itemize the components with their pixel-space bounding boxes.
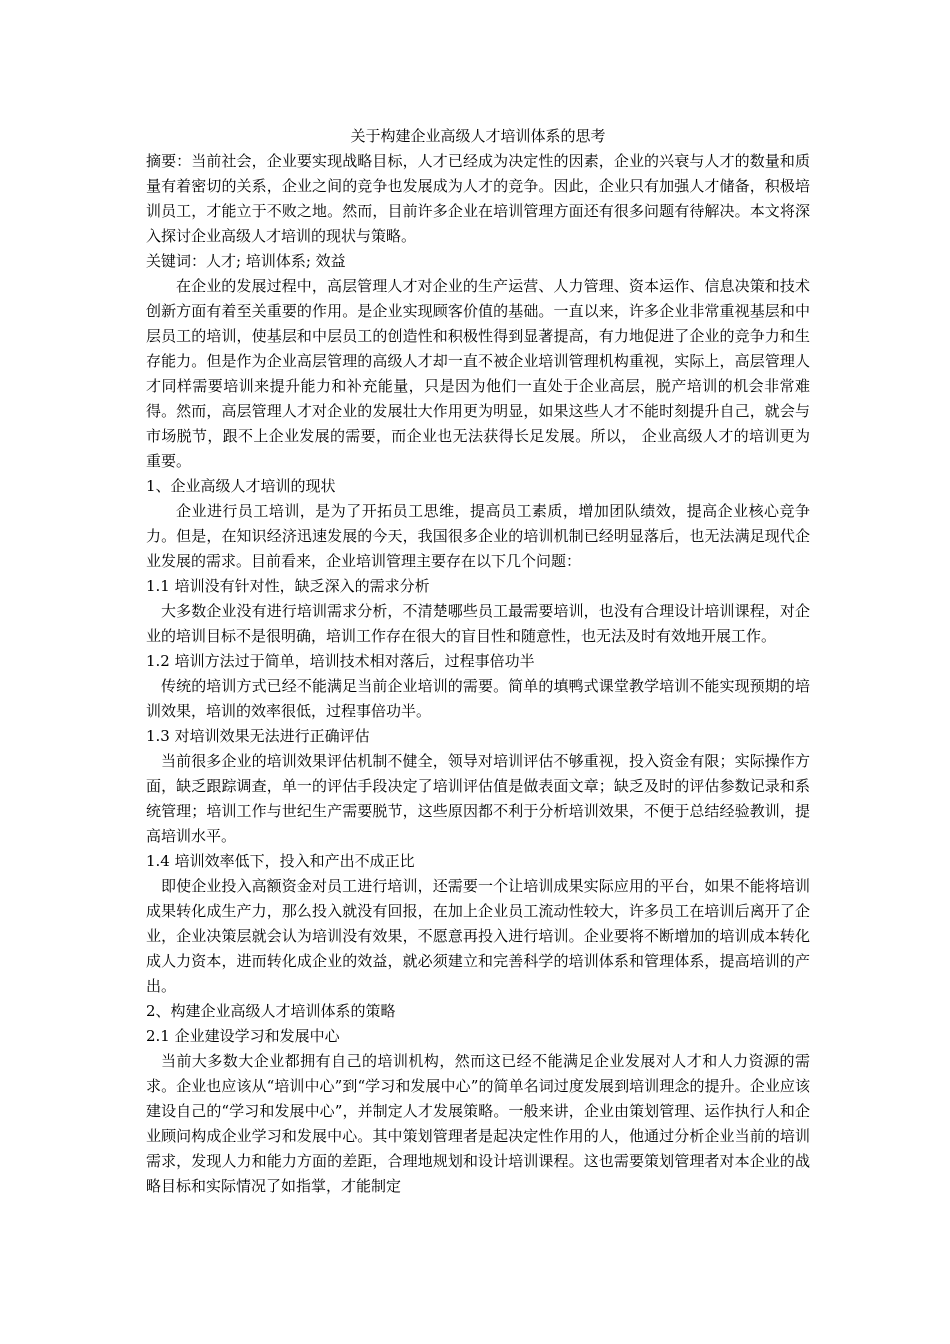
- section-1-4-heading: 1.4 培训效率低下，投入和产出不成正比: [146, 852, 415, 870]
- section-1-1-heading: 1.1 培训没有针对性，缺乏深入的需求分析: [146, 577, 430, 595]
- section-1-4-paragraph: 即使企业投入高额资金对员工进行培训，还需要一个让培训成果实际应用的平台，如果不能将培训成果转化成生产力，那么投入就没有回报，在加上企业员工流动性较大，许多员工在培训后离开了企业，企业决策层就会认为培训没有效果，不愿意再投入进行培训。企业要将不断增加的培训成本转化成人力资本，进而转化成企业的效益，就必须建立和完善科学的培训体系和管理体系，提高培训的产出。: [146, 877, 810, 995]
- section-1-1-paragraph: 大多数企业没有进行培训需求分析，不清楚哪些员工最需要培训，也没有合理设计培训课程，对企业的培训目标不是很明确，培训工作存在很大的盲目性和随意性，也无法及时有效地开展工作。: [146, 602, 810, 645]
- keywords: 关键词：人才; 培训体系; 效益: [146, 252, 346, 270]
- abstract: 摘要：当前社会，企业要实现战略目标，人才已经成为决定性的因素，企业的兴衰与人才的数量和质量有着密切的关系，企业之间的竞争也发展成为人才的竞争。因此，企业只有加强人才储备，积极培训员工，才能立于不败之地。然而，目前许多企业在培训管理方面还有很多问题有待解决。本文将深入探讨企业高级人才培训的现状与策略。: [146, 152, 810, 245]
- section-2-1-heading: 2.1 企业建设学习和发展中心: [146, 1027, 340, 1045]
- section-1-3-paragraph: 当前很多企业的培训效果评估机制不健全，领导对培训评估不够重视，投入资金有限；实际操作方面，缺乏跟踪调查，单一的评估手段决定了培训评估值是做表面文章；缺乏及时的评估参数记录和系统管理；培训工作与世纪生产需要脱节，这些原因都不利于分析培训效果，不便于总结经验教训，提高培训水平。: [146, 752, 810, 845]
- section-1-2-heading: 1.2 培训方法过于简单，培训技术相对落后，过程事倍功半: [146, 652, 535, 670]
- intro-paragraph: 在企业的发展过程中，高层管理人才对企业的生产运营、人力管理、资本运作、信息决策和技术创新方面有着至关重要的作用。是企业实现顾客价值的基础。一直以来，许多企业非常重视基层和中层员工的培训，使基层和中层员工的创造性和积极性得到显著提高，有力地促进了企业的竞争力和生存能力。但是作为企业高层管理的高级人才却一直不被企业培训管理机构重视，实际上，高层管理人才同样需要培训来提升能力和补充能量，只是因为他们一直处于企业高层，脱产培训的机会非常难得。然而，高层管理人才对企业的发展壮大作用更为明显，如果这些人才不能时刻提升自己，就会与市场脱节，跟不上企业发展的需要，而企业也无法获得长足发展。所以， 企业高级人才的培训更为重要。: [146, 277, 810, 470]
- section-1-heading: 1、企业高级人才培训的现状: [146, 477, 336, 495]
- section-1-paragraph: 企业进行员工培训，是为了开拓员工思维，提高员工素质，增加团队绩效，提高企业核心竞争力。但是，在知识经济迅速发展的今天，我国很多企业的培训机制已经明显落后，也无法满足现代企业发展的需求。目前看来，企业培训管理主要存在以下几个问题：: [146, 502, 810, 570]
- section-1-2-paragraph: 传统的培训方式已经不能满足当前企业培训的需要。简单的填鸭式课堂教学培训不能实现预期的培训效果，培训的效率很低，过程事倍功半。: [146, 677, 810, 720]
- section-2-heading: 2、构建企业高级人才培训体系的策略: [146, 1002, 396, 1020]
- paper-title: 关于构建企业高级人才培训体系的思考: [350, 127, 606, 145]
- section-2-1-paragraph: 当前大多数大企业都拥有自己的培训机构，然而这已经不能满足企业发展对人才和人力资源的需求。企业也应该从“培训中心”到“学习和发展中心”的简单名词过度发展到培训理念的提升。企业应该建设自己的“学习和发展中心”，并制定人才发展策略。一般来讲，企业由策划管理、运作执行人和企业顾问构成企业学习和发展中心。其中策划管理者是起决定性作用的人，他通过分析企业当前的培训需求，发现人力和能力方面的差距，合理地规划和设计培训课程。这也需要策划管理者对本企业的战略目标和实际情况了如指掌，才能制定: [146, 1052, 810, 1195]
- section-1-3-heading: 1.3 对培训效果无法进行正确评估: [146, 727, 370, 745]
- document-page: [146, 124, 810, 1199]
